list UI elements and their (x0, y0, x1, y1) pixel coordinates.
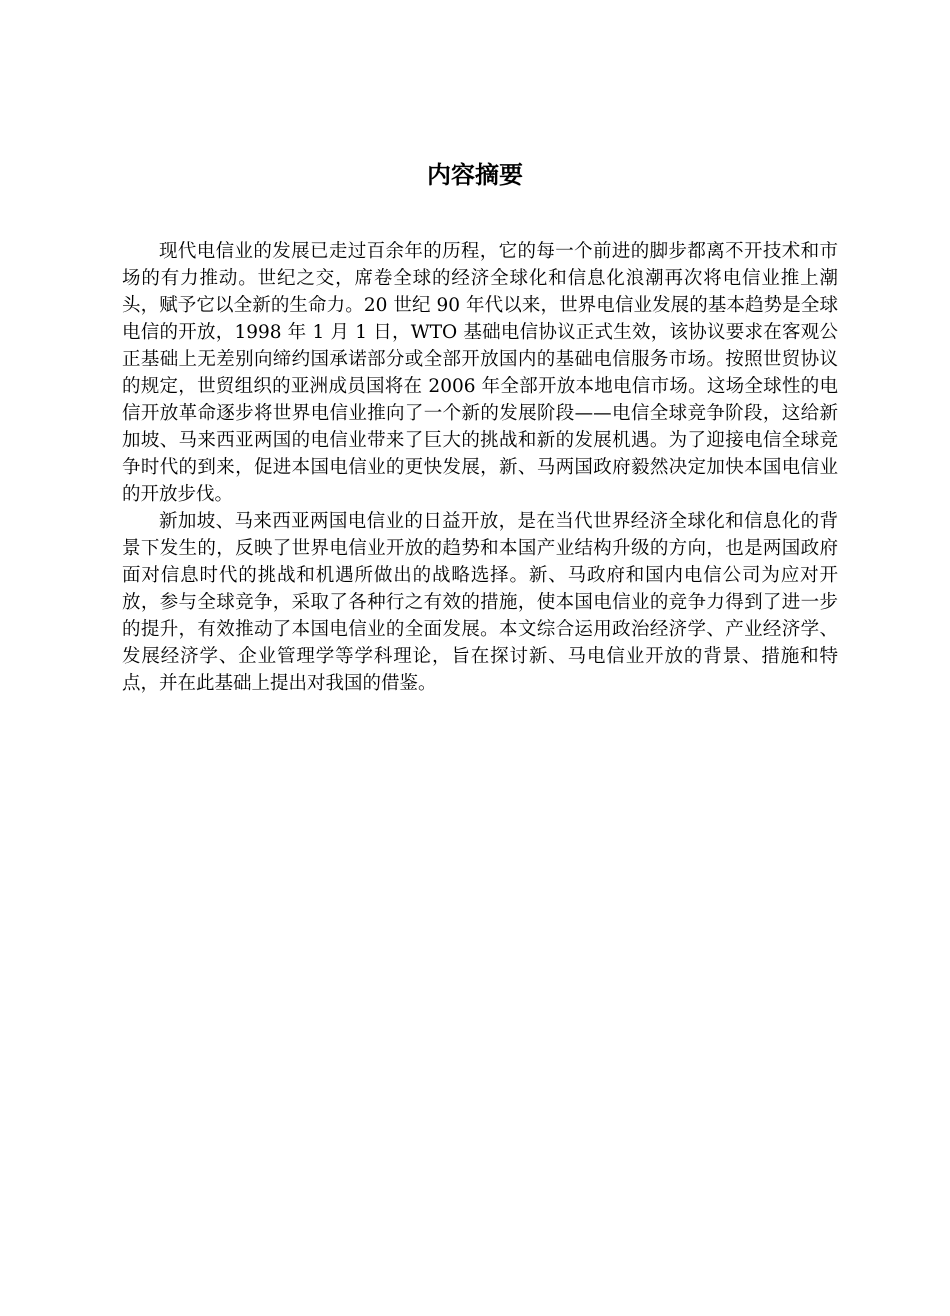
abstract-title: 内容摘要 (427, 161, 523, 189)
abstract-paragraph-2: 新加坡、马来西亚两国电信业的日益开放，是在当代世界经济全球化和信息化的背景下发生的，反映了世界电信业开放的趋势和本国产业结构升级的方向，也是两国政府面对信息时代的挑战和机遇所做出的战略选择。新、马政府和国内电信公司为应对开放，参与全球竞争，采取了各种行之有效的措施，使本国电信业的竞争力得到了进一步的提升，有效推动了本国电信业的全面发展。本文综合运用政治经济学、产业经济学、发展经济学、企业管理学等学科理论，旨在探讨新、马电信业开放的背景、措施和特点，并在此基础上提出对我国的借鉴。 (122, 511, 838, 694)
abstract-body (122, 238, 838, 697)
abstract-paragraph-1: 现代电信业的发展已走过百余年的历程，它的每一个前进的脚步都离不开技术和市场的有力推动。世纪之交，席卷全球的经济全球化和信息化浪潮再次将电信业推上潮头，赋予它以全新的生命力。20 世纪 90 年代以来，世界电信业发展的基本趋势是全球电信的开放，1998 年 1 月 1 日，WTO 基础电信协议正式生效，该协议要求在客观公正基础上无差别向缔约国承诺部分或全部开放国内的基础电信服务市场。按照世贸协议的规定，世贸组织的亚洲成员国将在 2006 年全部开放本地电信市场。这场全球性的电信开放革命逐步将世界电信业推向了一个新的发展阶段——电信全球竞争阶段，这给新加坡、马来西亚两国的电信业带来了巨大的挑战和新的发展机遇。为了迎接电信全球竞争时代的到来，促进本国电信业的更快发展，新、马两国政府毅然决定加快本国电信业的开放步伐。 (122, 241, 838, 505)
